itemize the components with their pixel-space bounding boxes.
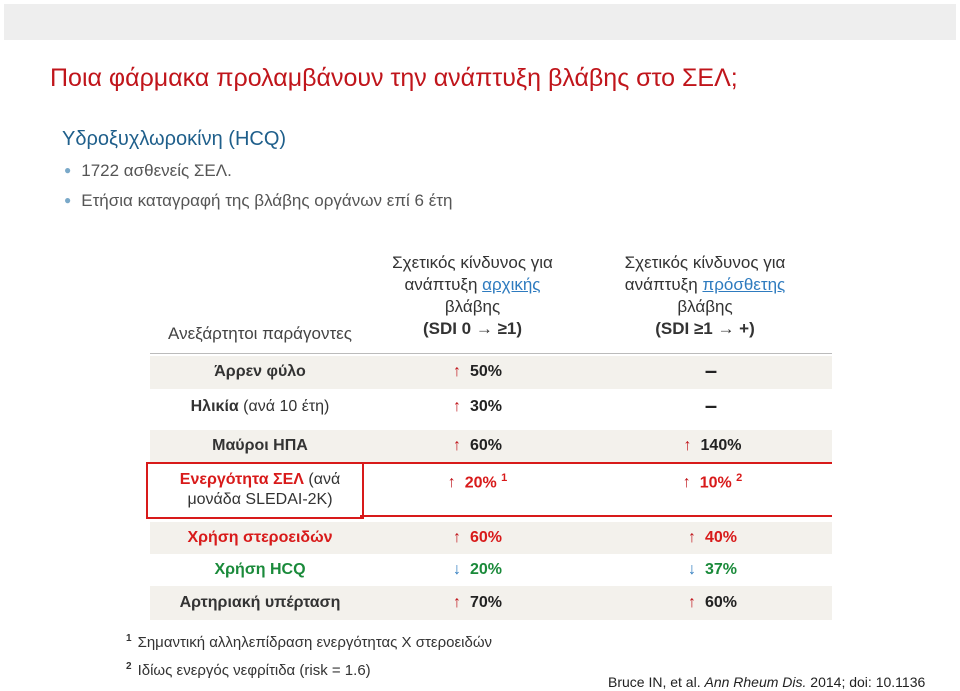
arrow-up-icon: ↑	[452, 437, 461, 454]
header-sdi: (SDI ≥1 → +)	[655, 319, 755, 338]
row-label: Αρτηριακή υπέρταση	[179, 594, 341, 611]
table-row	[150, 554, 832, 586]
arrow-up-icon: ↑	[687, 594, 696, 611]
header-initial-damage	[370, 252, 575, 340]
table-row	[150, 389, 832, 426]
label-bold: Ηλικία	[190, 398, 239, 415]
row-initial	[372, 363, 580, 381]
arrow-up-icon: ↑	[452, 594, 461, 611]
footnote-marker: 2	[736, 472, 743, 484]
additional-value: 40%	[704, 529, 738, 546]
row-additional	[600, 437, 822, 455]
highlight-line-bottom	[360, 515, 832, 517]
row-additional: –	[704, 393, 718, 418]
highlight-box	[146, 462, 364, 519]
label-normal: (ανά	[303, 471, 341, 488]
additional-value: 60%	[704, 594, 738, 611]
header-line: βλάβης	[444, 297, 501, 316]
header-text: ανάπτυξη	[404, 275, 483, 294]
citation-authors: Bruce IN, et al.	[608, 674, 705, 690]
table-row	[150, 522, 832, 554]
row-initial	[372, 594, 580, 612]
additional-value: 37%	[704, 561, 738, 578]
footnote-text: Ιδίως ενεργός νεφρίτιδα (risk = 1.6)	[137, 662, 371, 679]
arrow-down-icon: ↓	[452, 561, 461, 578]
footnote-1	[126, 633, 492, 651]
header-highlight: πρόσθετης	[702, 275, 786, 294]
row-label: Μαύροι ΗΠΑ	[212, 437, 308, 454]
arrow-up-icon: ↑	[687, 529, 696, 546]
row-initial	[372, 398, 580, 416]
header-line: Σχετικός κίνδυνος για	[624, 253, 786, 272]
header-text: ανάπτυξη	[624, 275, 703, 294]
table-row	[150, 430, 832, 462]
arrow-up-icon: ↑	[452, 529, 461, 546]
bullet-registry	[64, 191, 452, 211]
initial-value: 20%	[469, 561, 503, 578]
arrow-up-icon: ↑	[447, 474, 456, 492]
header-line: βλάβης	[677, 297, 733, 316]
citation-details: 2014; doi: 10.1136	[806, 674, 926, 690]
header-factors: Ανεξάρτητοι παράγοντες	[168, 324, 352, 343]
footnote-marker: 1	[501, 472, 508, 484]
label-normal: (ανά 10 έτη)	[238, 398, 330, 415]
footnote-number: 2	[126, 661, 132, 672]
initial-value: 60%	[469, 529, 503, 546]
footnote-2	[126, 661, 371, 679]
row-additional	[600, 529, 822, 547]
table-row	[150, 356, 832, 389]
initial-value: 60%	[469, 437, 503, 454]
bullet-text: Ετήσια καταγραφή της βλάβης οργάνων επί 6 έτη	[81, 191, 453, 210]
arrow-up-icon: ↑	[452, 398, 461, 415]
header-sdi: (SDI 0 → ≥1)	[422, 319, 523, 338]
bullet-patients	[64, 161, 232, 181]
row-additional	[600, 594, 822, 612]
row-additional: –	[704, 358, 718, 383]
citation	[608, 674, 925, 690]
arrow-up-icon: ↑	[682, 474, 691, 492]
row-initial	[372, 529, 580, 547]
arrow-up-icon: ↑	[683, 437, 692, 454]
row-label: Χρήση στεροειδών	[187, 529, 333, 546]
label-highlight: Ενεργότητα ΣΕΛ	[179, 471, 304, 488]
header-divider	[150, 353, 832, 354]
footnote-number: 1	[126, 633, 132, 644]
footnote-text: Σημαντική αλληλεπίδραση ενεργότητας Χ στεροειδών	[137, 634, 493, 651]
bullet-dot-icon: ●	[64, 163, 72, 177]
citation-journal: Ann Rheum Dis.	[704, 674, 807, 690]
bullet-dot-icon: ●	[64, 193, 72, 207]
header-additional-damage	[600, 252, 810, 340]
label-line: μονάδα SLEDAI-2K)	[187, 491, 333, 508]
initial-value: 20%	[464, 474, 497, 492]
bullet-text: 1722 ασθενείς ΣΕΛ.	[81, 161, 232, 180]
row-initial	[372, 561, 580, 579]
slide-title: Ποια φάρμακα προλαμβάνουν την ανάπτυξη βλάβης στο ΣΕΛ;	[50, 64, 738, 92]
arrow-up-icon: ↑	[452, 363, 461, 380]
initial-value: 70%	[469, 594, 503, 611]
initial-value: 50%	[469, 363, 503, 380]
additional-value: 140%	[700, 437, 742, 454]
top-band	[4, 4, 956, 40]
additional-value: 10%	[699, 474, 732, 492]
header-line	[370, 274, 575, 296]
row-label: Χρήση HCQ	[214, 561, 306, 578]
header-line: Σχετικός κίνδυνος για	[392, 253, 553, 272]
highlight-line-top	[360, 462, 832, 464]
slide-subtitle: Υδροξυχλωροκίνη (HCQ)	[62, 128, 287, 150]
row-label	[150, 398, 370, 416]
initial-value: 30%	[469, 398, 503, 415]
header-line	[600, 274, 810, 296]
row-label: Άρρεν φύλο	[214, 363, 306, 380]
table-row	[150, 586, 832, 620]
row-additional	[600, 472, 822, 492]
header-highlight: αρχικής	[482, 275, 541, 294]
row-initial	[372, 472, 580, 492]
arrow-down-icon: ↓	[687, 561, 696, 578]
row-initial	[372, 437, 580, 455]
row-additional	[600, 561, 822, 579]
